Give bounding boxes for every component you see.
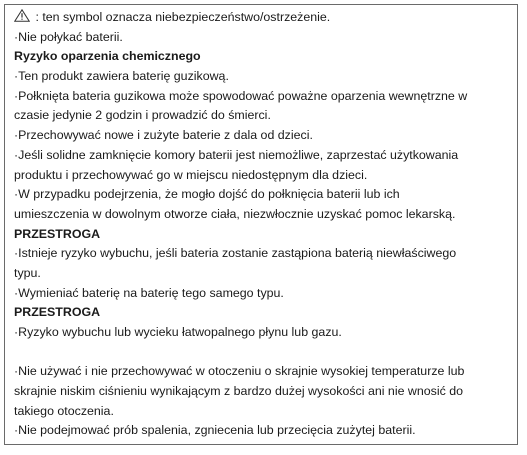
chemical-item-4a: ·Jeśli solidne zamknięcie komory baterii jest niemożliwe, zaprzestać użytkowania [14, 147, 459, 162]
environment-item-2: ·Nie podejmować prób spalenia, zgniecenia lub przecięcia zużytej baterii. [14, 423, 416, 438]
spacer [14, 343, 511, 363]
chemical-burn-heading: Ryzyko oparzenia chemicznego [14, 49, 201, 64]
chemical-item-2b: czasie jedynie 2 godzin i prowadzić do śmierci. [14, 108, 271, 123]
chemical-item-5b: umieszczenia w dowolnym otworze ciała, niezwłocznie uzyskać pomoc lekarską. [14, 206, 456, 221]
chemical-item-3: ·Przechowywać nowe i zużyte baterie z dala od dzieci. [14, 128, 313, 143]
chemical-item-1: ·Ten produkt zawiera baterię guzikową. [14, 69, 229, 84]
chemical-item-2a: ·Połknięta bateria guzikowa może spowodować poważne oparzenia wewnętrzne w [14, 88, 468, 103]
no-swallow-line: ·Nie połykać baterii. [14, 29, 123, 44]
symbol-legend-line [14, 8, 511, 28]
caution1-item-2: ·Wymieniać baterię na baterię tego samego typu. [14, 285, 284, 300]
caution1-item-1a: ·Istnieje ryzyko wybuchu, jeśli bateria zostanie zastąpiona baterią niewłaściwego [14, 246, 457, 261]
environment-item-1c: takiego otoczenia. [14, 403, 114, 418]
caution2-item-1: ·Ryzyko wybuchu lub wycieku łatwopalnego płynu lub gazu. [14, 325, 342, 339]
battery-safety-warning-box [4, 4, 518, 445]
symbol-legend-text: : ten symbol oznacza niebezpieczeństwo/ostrzeżenie. [32, 10, 331, 24]
environment-item-1b: skrajnie niskim ciśnieniu wynikającym z bardzo dużej wysokości ani nie wnosić do [14, 384, 464, 399]
caution-heading-2: PRZESTROGA [14, 305, 101, 320]
chemical-item-5a: ·W przypadku podejrzenia, że mogło dojść do połknięcia baterii lub ich [14, 187, 400, 202]
chemical-item-4b: produktu i przechowywać go w miejscu niedostępnym dla dzieci. [14, 167, 368, 182]
caution-heading-1: PRZESTROGA [14, 226, 101, 241]
environment-item-1a: ·Nie używać i nie przechowywać w otoczeniu o skrajnie wysokiej temperaturze lub [14, 364, 465, 379]
caution1-item-1b: typu. [14, 265, 41, 280]
warning-triangle-icon [14, 9, 30, 22]
